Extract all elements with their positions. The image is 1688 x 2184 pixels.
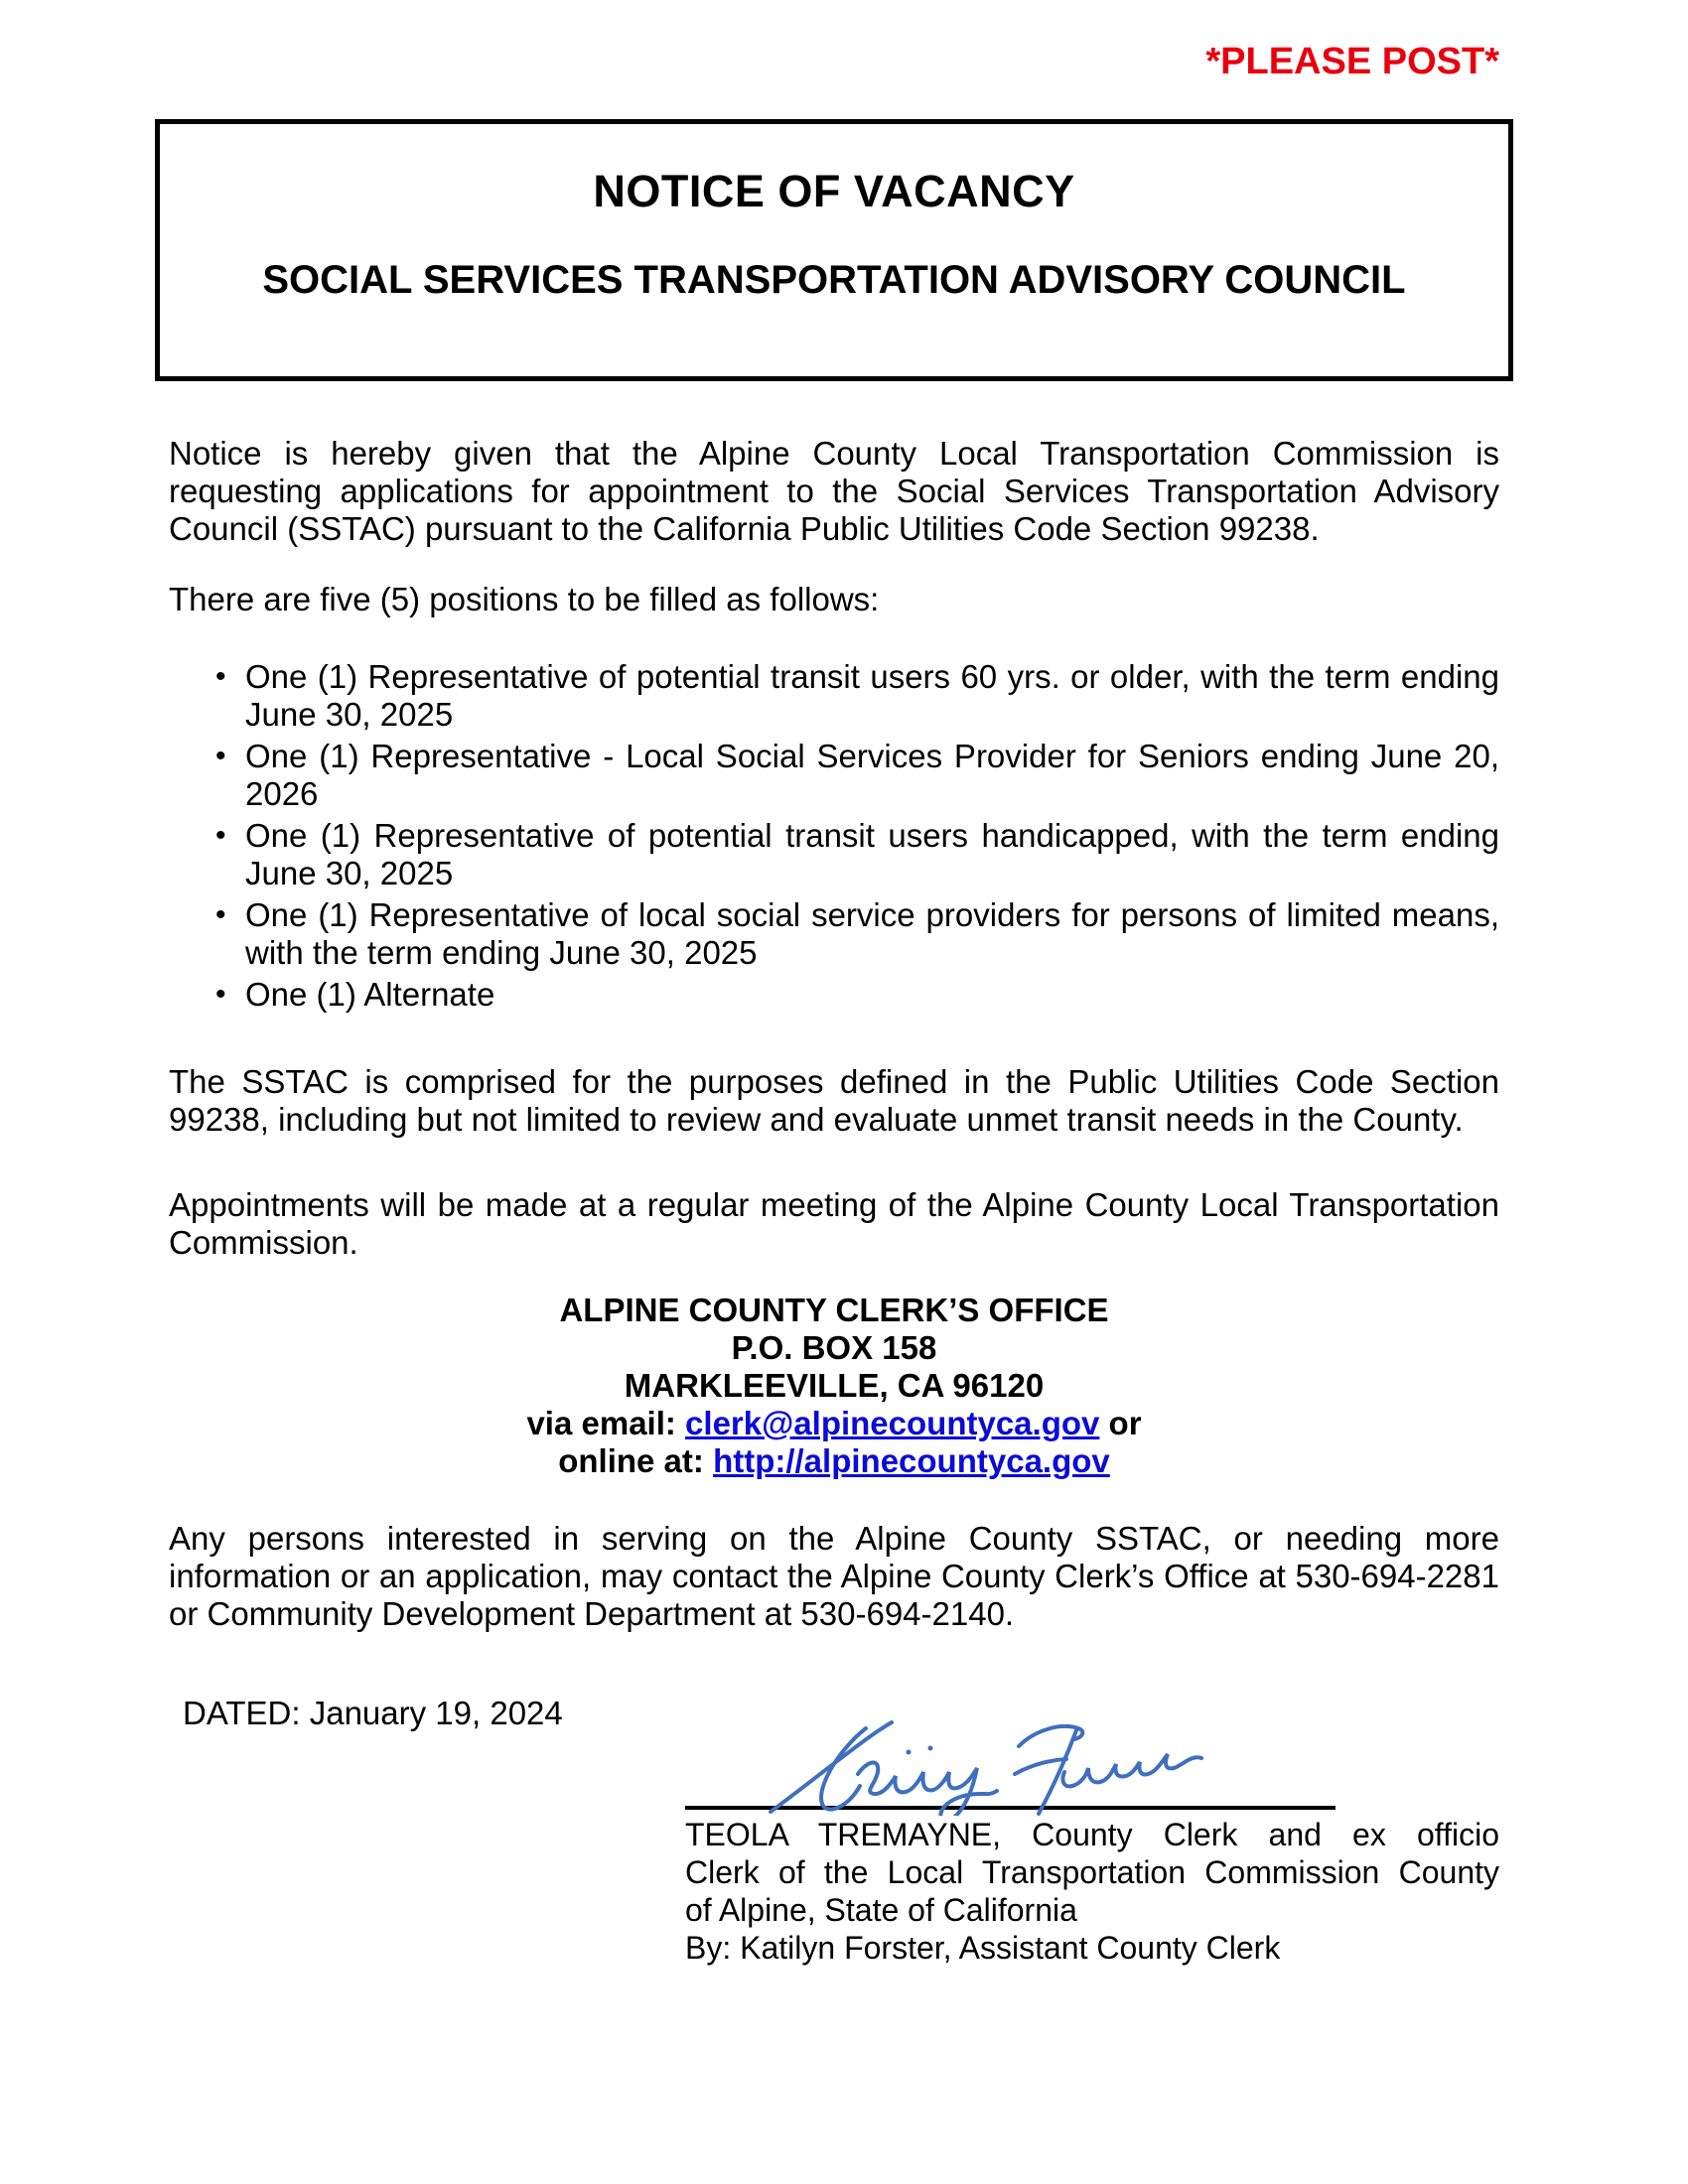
clerk-address-block — [169, 1292, 1499, 1480]
website-link[interactable]: http://alpinecountyca.gov — [713, 1442, 1110, 1479]
appointments-paragraph: Appointments will be made at a regular meeting of the Alpine County Local Transportation Commission. — [169, 1186, 1499, 1261]
positions-list — [169, 658, 1499, 1014]
bullet-icon: • — [215, 819, 226, 852]
address-office-line: ALPINE COUNTY CLERK’S OFFICE — [559, 1292, 1109, 1328]
list-item-text: One (1) Representative - Local Social Services Provider for Seniors ending June 20, 2026 — [245, 738, 1499, 812]
contact-paragraph: Any persons interested in serving on the Alpine County SSTAC, or needing more information or an application, may contact the Alpine County Clerk’s Office at 530-694-2281 or Community Development Department at 530-694-2140. — [169, 1520, 1499, 1632]
bullet-icon: • — [215, 898, 226, 931]
list-item — [215, 817, 1499, 892]
signer-identification — [685, 1810, 1499, 1967]
signer-title-line: Clerk of the Local Transportation Commission County — [685, 1854, 1499, 1890]
email-link[interactable]: clerk@alpinecountyca.gov — [685, 1405, 1100, 1441]
signature-scribble — [763, 1716, 1204, 1816]
sstac-purpose-paragraph: The SSTAC is comprised for the purposes defined in the Public Utilities Code Section 99238, including but not limited to review and evaluate unmet transit needs in the County. — [169, 1063, 1499, 1138]
bullet-icon: • — [215, 660, 226, 693]
list-item-text: One (1) Alternate — [245, 976, 495, 1013]
please-post-banner: *PLEASE POST* — [1205, 41, 1499, 82]
address-city-line: MARKLEEVILLE, CA 96120 — [624, 1367, 1045, 1404]
online-line — [169, 1442, 1499, 1480]
signed-by-line: By: Katilyn Forster, Assistant County Clerk — [685, 1930, 1281, 1966]
list-item — [215, 658, 1499, 734]
address-po-box-line: P.O. BOX 158 — [731, 1329, 937, 1366]
email-line — [169, 1405, 1499, 1442]
list-item-text: One (1) Representative of potential transit users 60 yrs. or older, with the term ending June 30, 2025 — [245, 658, 1499, 733]
list-item — [215, 738, 1499, 813]
positions-intro: There are five (5) positions to be filled as follows: — [169, 581, 880, 617]
list-item-text: One (1) Representative of local social service providers for persons of limited means, with the term ending June 30, 2025 — [245, 896, 1499, 971]
dated-line: DATED: January 19, 2024 — [183, 1695, 563, 1731]
page-subtitle: SOCIAL SERVICES TRANSPORTATION ADVISORY COUNCIL — [262, 258, 1406, 302]
signer-state-line: of Alpine, State of California — [685, 1892, 1077, 1928]
intro-paragraph: Notice is hereby given that the Alpine County Local Transportation Commission is requesting applications for appointment to the Social Services Transportation Advisory Council (SSTAC) pursuant to the California Public Utilities Code Section 99238. — [169, 435, 1499, 547]
email-label: via email: — [526, 1405, 686, 1441]
list-item — [215, 976, 1499, 1014]
email-suffix: or — [1099, 1405, 1142, 1441]
online-label: online at: — [558, 1442, 714, 1479]
notice-header-box — [155, 119, 1513, 381]
page-title: NOTICE OF VACANCY — [593, 166, 1075, 216]
signature-block — [685, 1716, 1499, 1967]
bullet-icon: • — [215, 978, 226, 1011]
list-item — [215, 896, 1499, 972]
signer-name-line: TEOLA TREMAYNE, County Clerk and ex officio — [685, 1817, 1499, 1852]
list-item-text: One (1) Representative of potential transit users handicapped, with the term ending June 30, 2025 — [245, 817, 1499, 891]
bullet-icon: • — [215, 740, 226, 772]
